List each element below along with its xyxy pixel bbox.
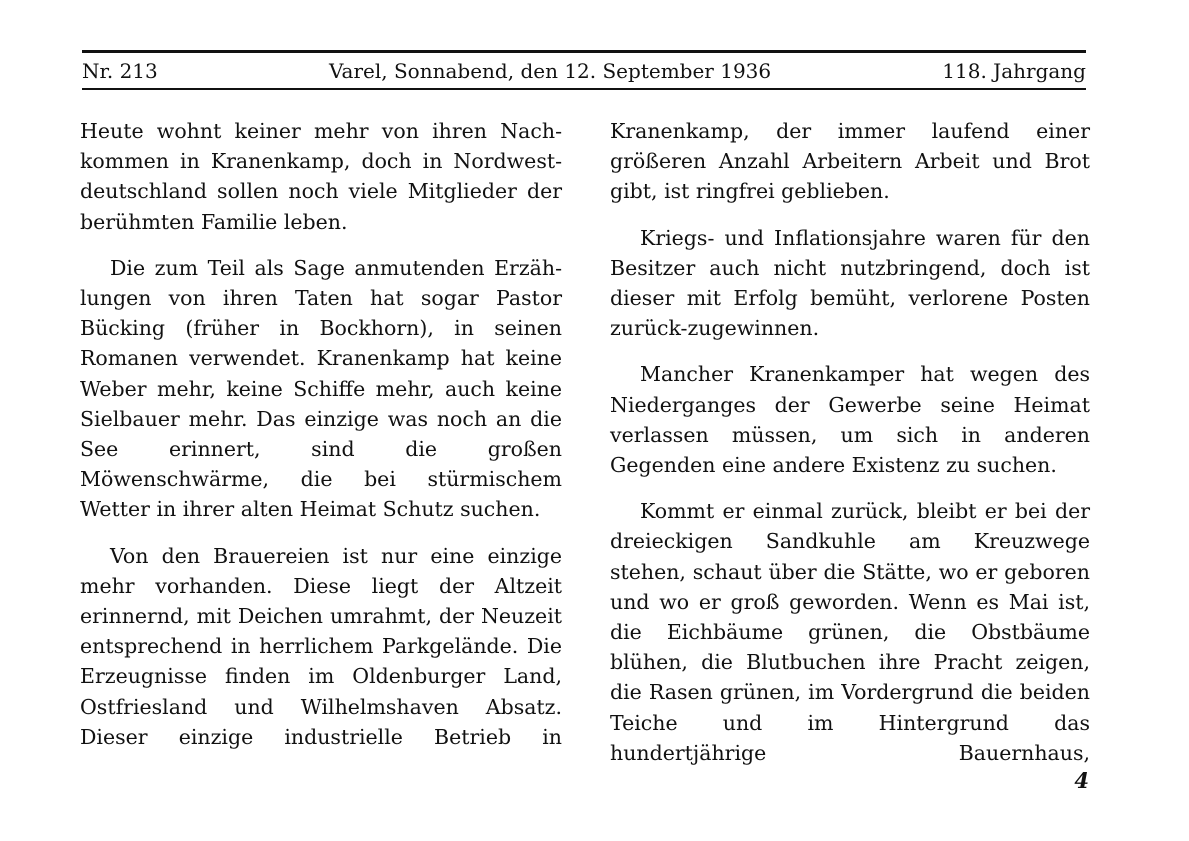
- left-paragraph-2: Die zum Teil als Sage anmutenden Erzäh-lungen von ihren Taten hat sogar Pastor Bücking (früher in Bockhorn), in seinen Romanen verwendet. Kranenkamp hat keine Weber mehr, keine Schiffe mehr, auch keine Sielbauer mehr. Das einzige was noch an die See erinnert, sind die großen Möwenschwärme, die bei stürmischem Wetter in ihrer alten Heimat Schutz suchen.: [80, 255, 562, 522]
- right-paragraph-2: Kriegs- und Inflationsjahre waren für den Besitzer auch nicht nutzbringend, doch ist dieser mit Erfolg bemüht, verlorene Posten zurück-zugewinnen.: [610, 225, 1090, 341]
- volume-year: 118. Jahrgang: [942, 58, 1086, 83]
- left-paragraph-1: Heute wohnt keiner mehr von ihren Nach-kommen in Kranenkamp, doch in Nordwest-deutschland sollen noch viele Mitglieder der berühmten Familie leben.: [80, 119, 562, 234]
- right-paragraph-1: Kranenkamp, der immer laufend einer größeren Anzahl Arbeitern Arbeit und Brot gibt, ist ringfrei geblieben.: [610, 119, 1090, 204]
- dateline: Varel, Sonnabend, den 12. September 1936: [328, 58, 772, 83]
- page-header: [82, 50, 1086, 90]
- left-column: [80, 116, 562, 752]
- left-paragraph-3: Von den Brauereien ist nur eine einzige mehr vorhanden. Diese liegt der Altzeit erinnernd, mit Deichen umrahmt, der Neuzeit entsprechend in herrlichem Parkgelände. Die Erzeugnisse finden im Oldenburger Land, Ostfriesland und Wilhelmshaven Absatz. Dieser einzige industrielle Betrieb in: [80, 543, 562, 749]
- right-paragraph-4: Kommt er einmal zurück, bleibt er bei der dreieckigen Sandkuhle am Kreuzwege stehen, schaut über die Stätte, wo er geboren und wo er groß geworden. Wenn es Mai ist, die Eichbäume grünen, die Obstbäume blühen, die Blutbuchen ihre Pracht zeigen, die Rasen grünen, im Vordergrund die beiden Teiche und im Hintergrund das hundertjährige Bauernhaus,: [610, 499, 1090, 765]
- issue-number: Nr. 213: [82, 58, 158, 83]
- right-paragraph-3: Mancher Kranenkamper hat wegen des Niederganges der Gewerbe seine Heimat verlassen müssen, um sich in anderen Gegenden eine andere Existenz zu suchen.: [610, 362, 1090, 478]
- page-number: 4: [1074, 768, 1089, 793]
- right-column: [610, 116, 1090, 768]
